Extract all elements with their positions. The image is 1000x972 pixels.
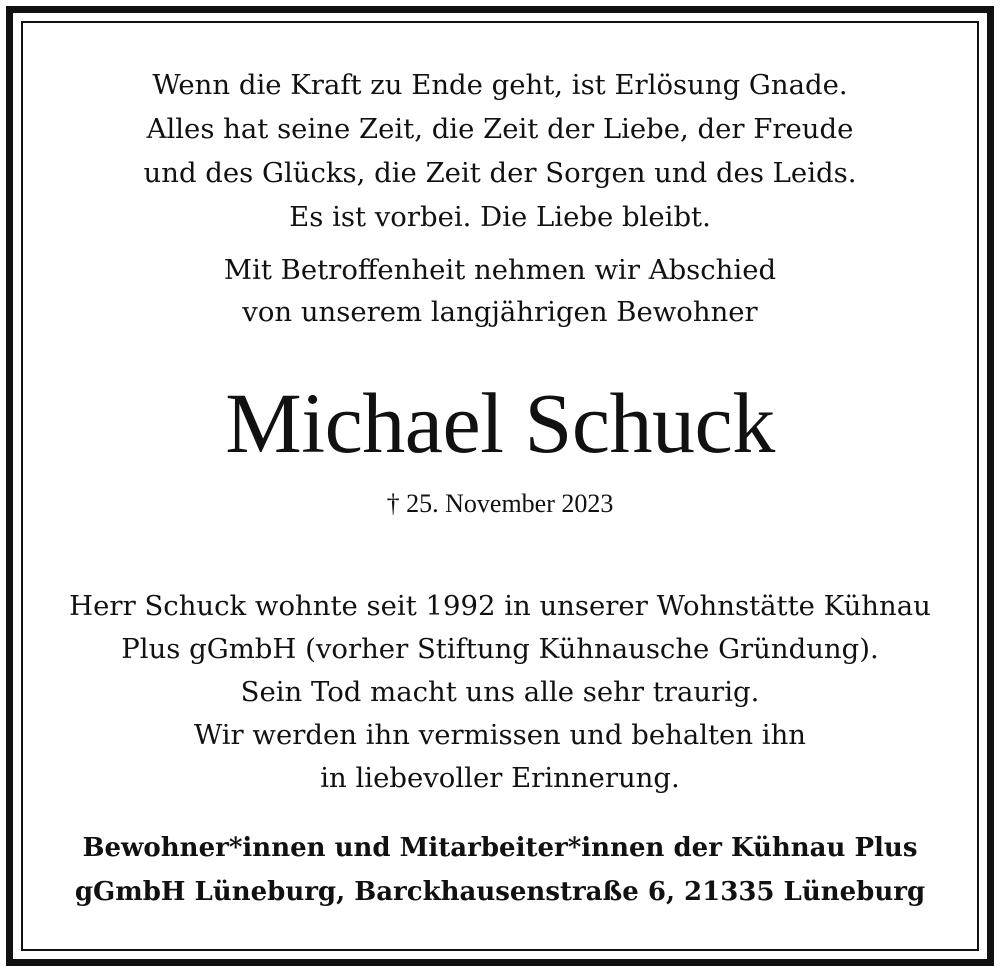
sender-signature [23,826,977,914]
intro-line: von unserem langjährigen Bewohner [242,296,758,328]
message-line: Wir werden ihn vermissen und behalten ihn [193,719,807,751]
memorial-message [23,585,977,800]
message-line: in liebevoller Erinnerung. [320,762,680,794]
intro-line: Mit Betroffenheit nehmen wir Abschied [223,254,777,286]
poem-line: Wenn die Kraft zu Ende geht, ist Erlösung Gnade. [152,69,848,101]
farewell-intro [23,249,977,333]
message-line: Herr Schuck wohnte seit 1992 in unserer Wohnstätte Kühnau [69,590,931,622]
poem-line: Es ist vorbei. Die Liebe bleibt. [289,201,711,233]
message-line: Sein Tod macht uns alle sehr traurig. [240,676,760,708]
death-date: † 25. November 2023 [386,489,614,518]
poem-verse [23,63,977,239]
sender-line: Bewohner*innen und Mitarbeiter*innen der Kühnau Plus [82,833,918,863]
deceased-name: Michael Schuck [225,375,775,471]
message-line: Plus gGmbH (vorher Stiftung Kühnausche Gründung). [121,633,879,665]
poem-line: und des Glücks, die Zeit der Sorgen und des Leids. [143,157,857,189]
sender-line: gGmbH Lüneburg, Barckhausenstraße 6, 21335 Lüneburg [74,877,926,907]
poem-line: Alles hat seine Zeit, die Zeit der Liebe, der Freude [146,113,854,145]
